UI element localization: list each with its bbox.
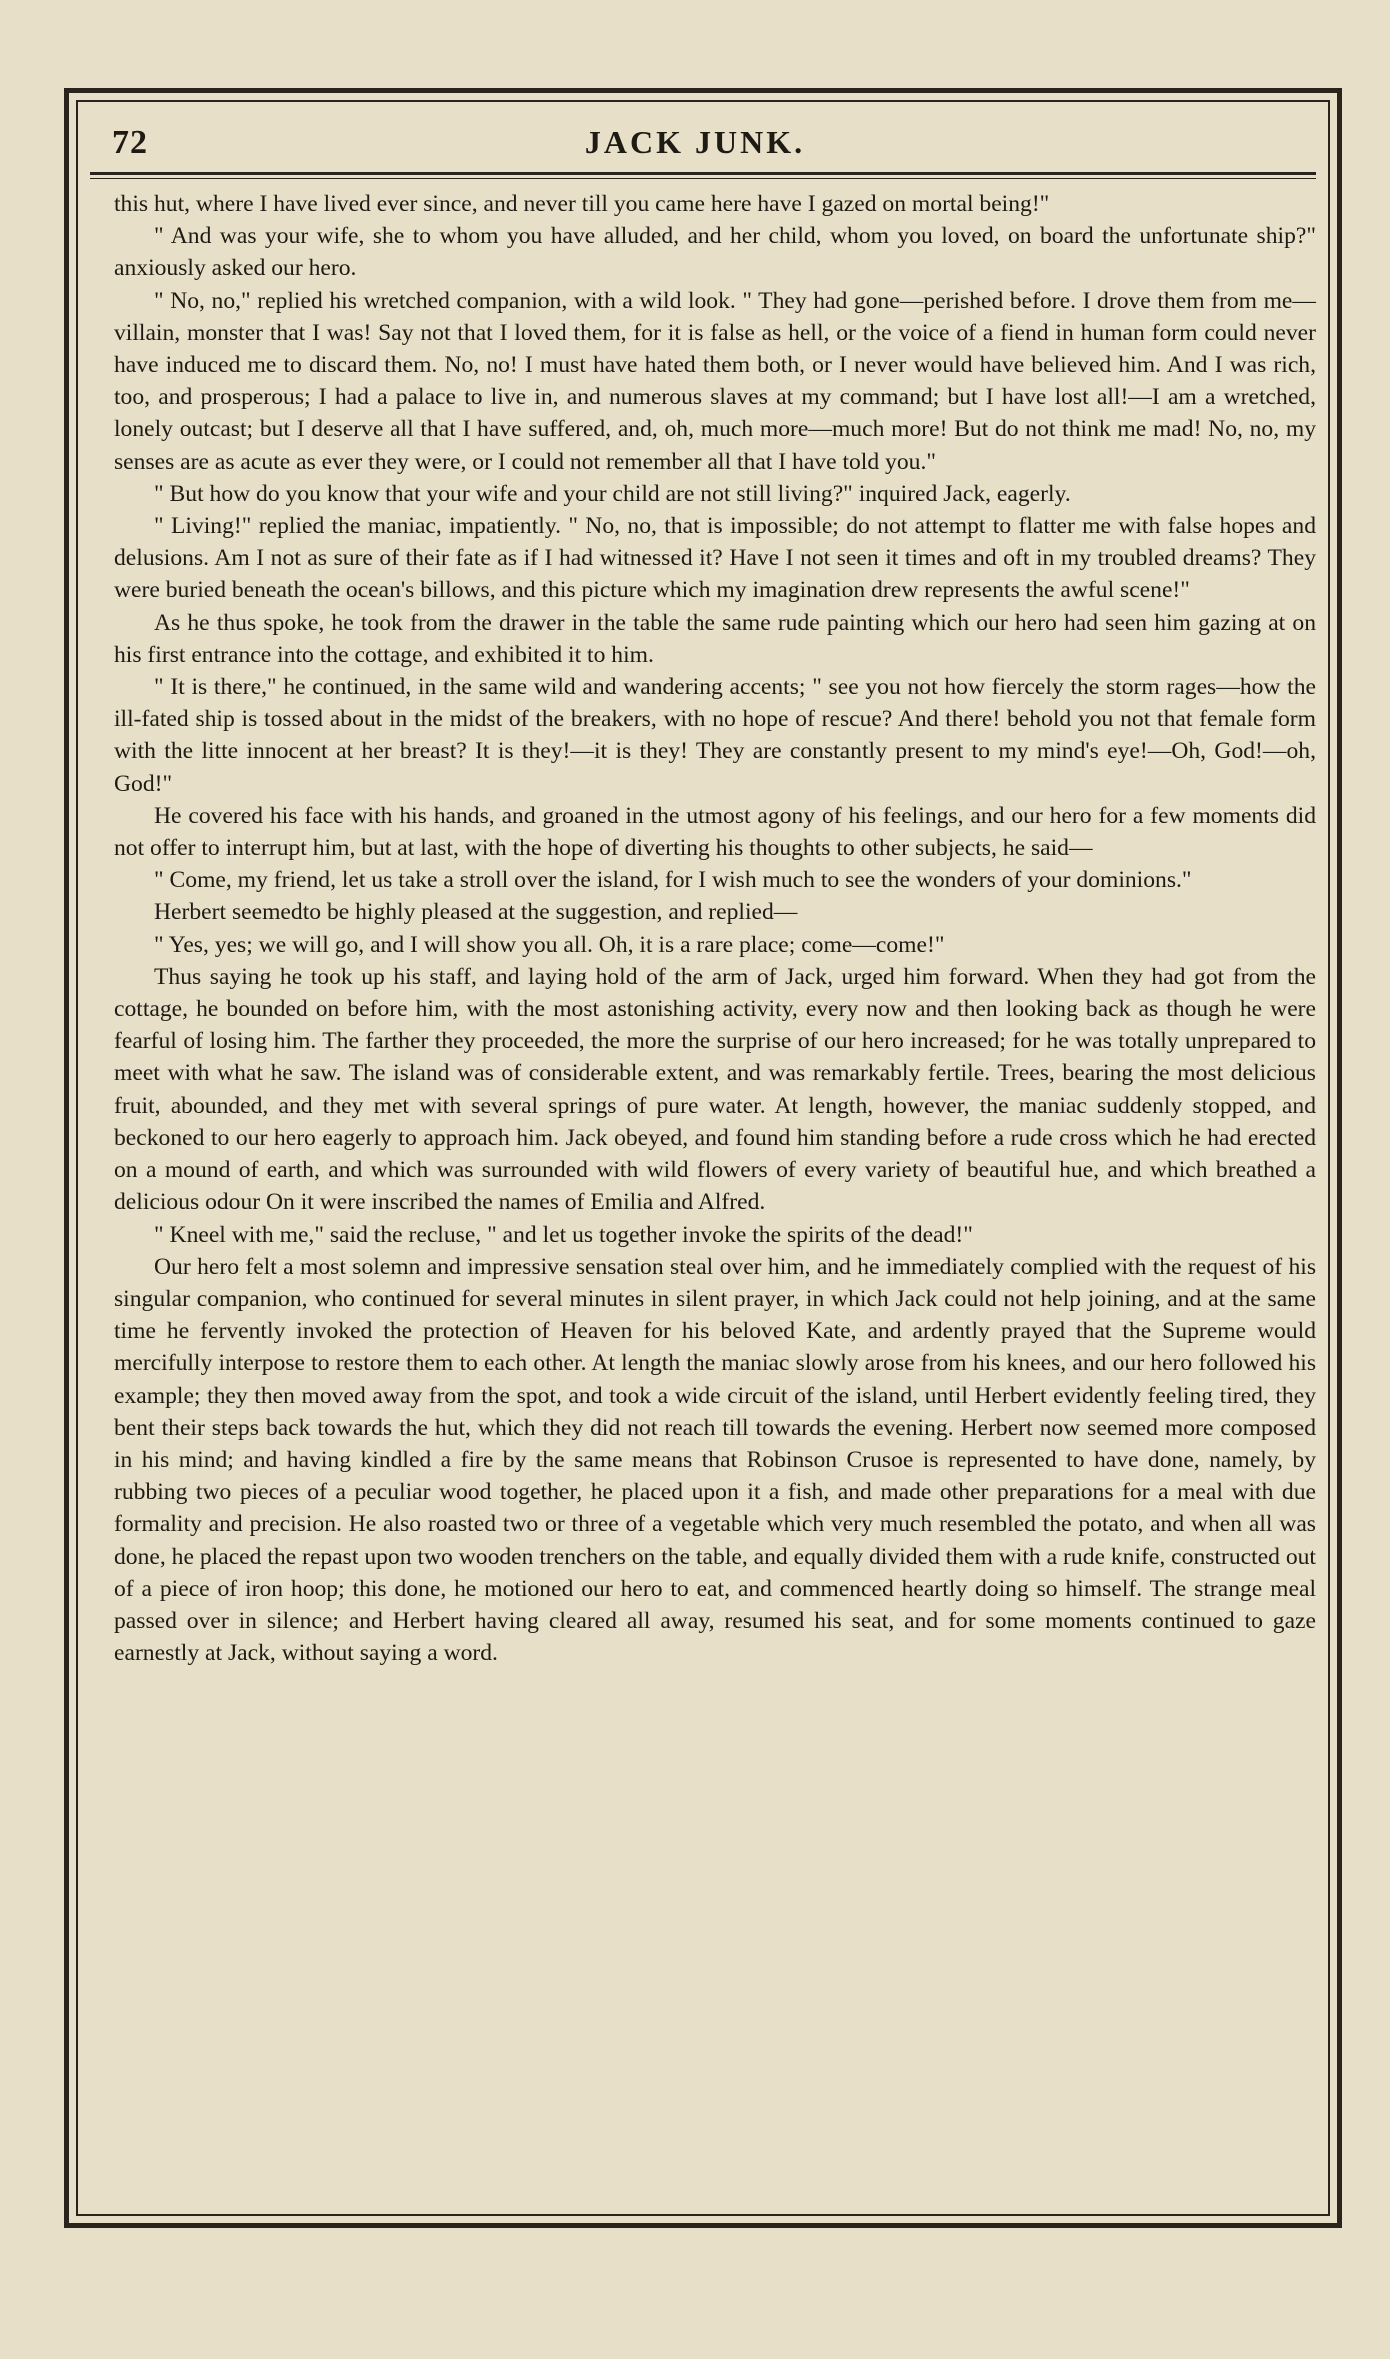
paragraph: " Living!" replied the maniac, impatiently. " No, no, that is impossible; do not attempt to flatter me with false hopes and delusions. Am I not as sure of their fate as if I had witnessed it? Have I not seen it times and oft in my troubled dreams? They were buried beneath the ocean's billows, and this picture which my imagination drew represents the awful scene!": [114, 513, 1316, 604]
paragraph: " Come, my friend, let us take a stroll over the island, for I wish much to see the wonders of your dominions.": [154, 867, 1192, 894]
paragraph: Our hero felt a most solemn and impressive sensation steal over him, and he immediately complied with the request of his singular companion, who continued for several minutes in silent prayer, in which Jack could not help joining, and at the same time he fervently invoked the protection of Heaven for his beloved Kate, and ardently prayed that the Supreme would mercifully interpose to restore them to each other. At length the maniac slowly arose from his knees, and our hero followed his example; they then moved away from the spot, and took a wide circuit of the island, until Herbert evidently feeling tired, they bent their steps back towards the hut, which they did not reach till towards the evening. Herbert now seemed more composed in his mind; and having kindled a fire by the same means that Robinson Crusoe is represented to have done, namely, by rubbing two pieces of a peculiar wood together, he placed upon it a fish, and made other preparations for a meal with due formality and precision. He also roasted two or three of a vegetable which very much resembled the potato, and when all was done, he placed the repast upon two wooden trenchers on the table, and equally divided them with a rude knife, constructed out of a piece of iron hoop; this done, he motioned our hero to eat, and commenced heartly doing so himself. The strange meal passed over in silence; and Herbert having cleared all away, resumed his seat, and for some moments continued to gaze earnestly at Jack, without saying a word.: [114, 1253, 1316, 1667]
paragraph: " Kneel with me," said the recluse, " and let us together invoke the spirits of the dead!": [154, 1221, 973, 1248]
paragraph: He covered his face with his hands, and groaned in the utmost agony of his feelings, and our hero for a few moments did not offer to interrupt him, but at last, with the hope of diverting his thoughts to other subjects, he said—: [114, 802, 1316, 862]
header-rule-thin: [90, 178, 1316, 179]
paragraph: " Yes, yes; we will go, and I will show you all. Oh, it is a rare place; come—come!": [154, 931, 945, 958]
paragraph: " But how do you know that your wife and your child are not still living?" inquired Jack, eagerly.: [154, 480, 1071, 507]
paragraph: Thus saying he took up his staff, and laying hold of the arm of Jack, urged him forward. When they had got from the cottage, he bounded on before him, with the most astonishing activity, every now and then looking back as though he were fearful of losing him. The farther they proceeded, the more the surprise of our hero increased; for he was totally unprepared to meet with what he saw. The island was of considerable extent, and was remarkably fertile. Trees, bearing the most delicious fruit, abounded, and they met with several springs of pure water. At length, however, the maniac suddenly stopped, and beckoned to our hero eagerly to approach him. Jack obeyed, and found him standing before a rude cross which he had erected on a mound of earth, and which was surrounded with wild flowers of every variety of beautiful hue, and which breathed a delicious odour On it were inscribed the names of Emilia and Alfred.: [114, 963, 1316, 1216]
paragraph: this hut, where I have lived ever since, and never till you came here have I gazed on mortal being!": [114, 191, 1050, 217]
paragraph: " It is there," he continued, in the same wild and wandering accents; " see you not how fiercely the storm rages—how the ill-fated ship is tossed about in the midst of the breakers, with no hope of rescue? And there! behold you not that female form with the litte innocent at her breast? It is they!—it is they! They are constantly present to my mind's eye!—Oh, God!—oh, God!": [114, 674, 1316, 797]
paragraph: " No, no," replied his wretched companion, with a wild look. " They had gone—perished before. I drove them from me—villain, monster that I was! Say not that I loved them, for it is false as hell, or the voice of a fiend in human form could never have induced me to discard them. No, no! I must have hated them both, or I never would have believed him. And I was rich, too, and prosperous; I had a palace to live in, and numerous slaves at my command; but I have lost all!—I am a wretched, lonely outcast; but I deserve all that I have suffered, and, oh, much more—much more! But do not think me mad! No, no, my senses are as acute as ever they were, or I could not remember all that I have told you.": [114, 287, 1316, 475]
body-text: [114, 188, 1316, 1669]
paragraph: As he thus spoke, he took from the drawer in the table the same rude painting which our hero had seen him gazing at on his first entrance into the cottage, and exhibited it to him.: [114, 609, 1316, 668]
header-rule: [90, 172, 1316, 175]
page-number: 72: [112, 124, 148, 161]
paragraph: Herbert seemedto be highly pleased at the suggestion, and replied—: [154, 899, 798, 926]
running-title: JACK JUNK.: [584, 124, 806, 160]
paragraph: " And was your wife, she to whom you have alluded, and her child, whom you loved, on board the unfortunate ship?" anxiously asked our hero.: [114, 223, 1316, 282]
